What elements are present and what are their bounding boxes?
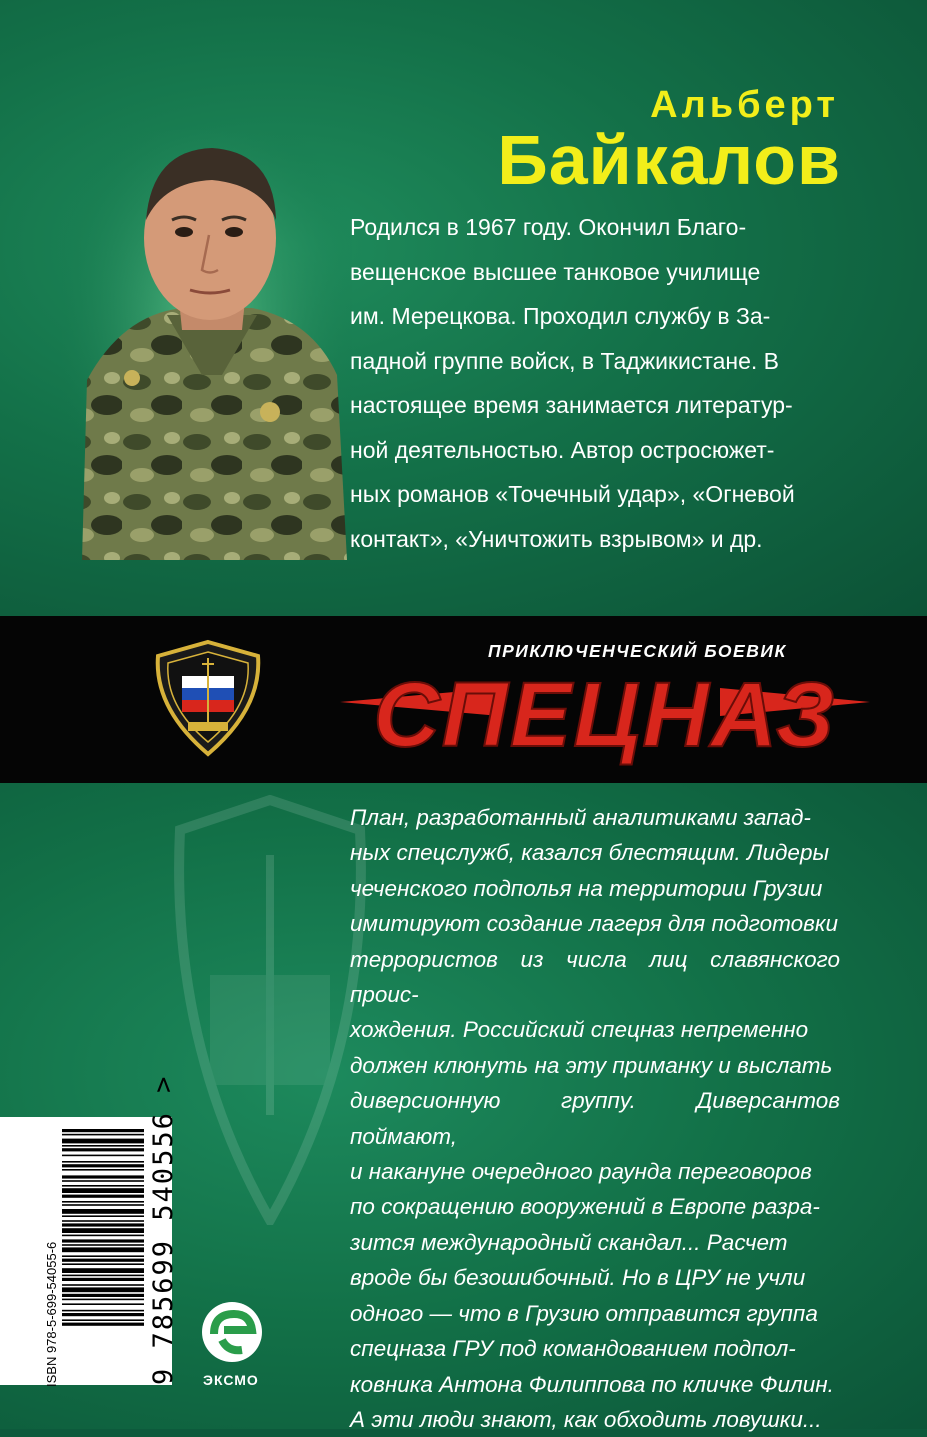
barcode-bar <box>62 1223 144 1226</box>
barcode-bar <box>62 1169 144 1171</box>
barcode-bar <box>62 1155 144 1157</box>
barcode-bar <box>62 1284 144 1286</box>
barcode-bar <box>62 1268 144 1273</box>
bio-line: ной деятельностью. Автор остросюжет- <box>350 436 775 463</box>
watermark-badge <box>170 795 370 1225</box>
synopsis-line: диверсионную группу. Диверсантов поймают, <box>350 1088 840 1149</box>
series-subtitle: ПРИКЛЮЧЕНЧЕСКИЙ БОЕВИК <box>488 641 787 661</box>
barcode-bar <box>62 1185 144 1187</box>
barcode-bar <box>62 1275 144 1277</box>
barcode-bar <box>62 1228 144 1233</box>
barcode-bar <box>62 1188 144 1193</box>
barcode-bar <box>62 1180 144 1182</box>
barcode-bar <box>62 1244 144 1246</box>
eksmo-logo-icon <box>200 1300 264 1364</box>
barcode-bar <box>62 1310 144 1312</box>
synopsis-line: и накануне очередного раунда переговоров <box>350 1159 812 1185</box>
synopsis-line: чеченского подполья на территории Грузии <box>350 875 823 901</box>
barcode-bar <box>62 1299 144 1301</box>
barcode-bar <box>62 1145 144 1147</box>
bio-line: контакт», «Уничтожить взрывом» и др. <box>350 525 763 552</box>
barcode-bar <box>62 1287 144 1292</box>
barcode-bar <box>62 1215 144 1217</box>
barcode-bar <box>62 1294 144 1297</box>
barcode-bar <box>62 1134 144 1136</box>
barcode-bar <box>62 1148 144 1151</box>
barcode-panel <box>0 1117 172 1385</box>
synopsis-line: спецназа ГРУ под командованием подпол- <box>350 1336 796 1362</box>
publisher-name: ЭКСМО <box>203 1372 259 1388</box>
synopsis-line: ковника Антона Филиппова по кличке Филин. <box>350 1371 834 1397</box>
bio-line: падной группе войск, в Таджикистане. В <box>350 347 780 374</box>
isbn-label: ISBN 978-5-699-54055-6 <box>44 1241 59 1387</box>
author-portrait <box>62 130 352 560</box>
series-title: СПЕЦНАЗ <box>373 664 837 766</box>
barcode-bar <box>62 1175 144 1178</box>
bio-line: им. Мерецкова. Проходил службу в За- <box>350 303 771 329</box>
author-last-name: Байкалов <box>497 121 841 199</box>
bio-line: настоящее время занимается литератур- <box>350 392 793 418</box>
barcode-bar <box>62 1201 144 1203</box>
barcode-bar <box>62 1129 144 1132</box>
barcode-bar <box>62 1259 144 1262</box>
barcode-bar <box>62 1247 144 1252</box>
bio-line: вещенское высшее танковое училище <box>350 258 761 285</box>
synopsis-line: зится международный скандал... Расчет <box>350 1229 788 1255</box>
barcode-bar <box>62 1161 144 1163</box>
synopsis-line: хождения. Российский спецназ непременно <box>350 1017 809 1043</box>
barcode-bar <box>62 1255 144 1257</box>
bio-line: Родился в 1967 году. Окончил Благо- <box>350 214 747 240</box>
special-forces-badge <box>148 638 268 758</box>
synopsis-line: по сокращению вооружений в Европе разра- <box>350 1194 820 1220</box>
barcode-bar <box>62 1220 144 1222</box>
barcode-bar <box>62 1303 144 1305</box>
book-synopsis <box>350 800 840 1437</box>
barcode-bar <box>62 1164 144 1167</box>
barcode-bar <box>62 1239 144 1242</box>
synopsis-line: имитируют создание лагеря для подготовки <box>350 911 839 937</box>
barcode-bar <box>62 1235 144 1237</box>
bio-line: ных романов «Точечный удар», «Огневой <box>350 481 795 507</box>
barcode-bar <box>62 1209 144 1214</box>
synopsis-line: План, разработанный аналитиками запад- <box>350 805 811 830</box>
synopsis-line: должен клюнуть на эту приманку и выслать <box>350 1052 833 1078</box>
author-bio <box>350 205 840 561</box>
barcode-bar <box>62 1139 144 1144</box>
barcode-bar <box>62 1278 144 1281</box>
synopsis-line: террористов из числа лиц славянского проис- <box>350 946 840 1008</box>
barcode-bars <box>0 1117 172 1385</box>
barcode-bar <box>62 1323 144 1326</box>
barcode-bar <box>62 1319 144 1321</box>
synopsis-line: А эти люди знают, как обходить ловушки... <box>350 1406 822 1432</box>
author-first-name: Альберт <box>650 84 839 126</box>
barcode-bar <box>62 1313 144 1316</box>
barcode-digits: 9 785699 540556 > <box>148 1074 179 1385</box>
synopsis-line: вроде бы безошибочный. Но в ЦРУ не учли <box>350 1265 806 1291</box>
synopsis-line: ных спецслужб, казался блестящим. Лидеры <box>350 840 830 866</box>
barcode-bar <box>62 1263 144 1265</box>
barcode-bar <box>62 1204 144 1206</box>
barcode-bar <box>62 1195 144 1198</box>
synopsis-line: одного — что в Грузию отправится группа <box>350 1300 818 1326</box>
series-title-logo <box>340 650 870 770</box>
